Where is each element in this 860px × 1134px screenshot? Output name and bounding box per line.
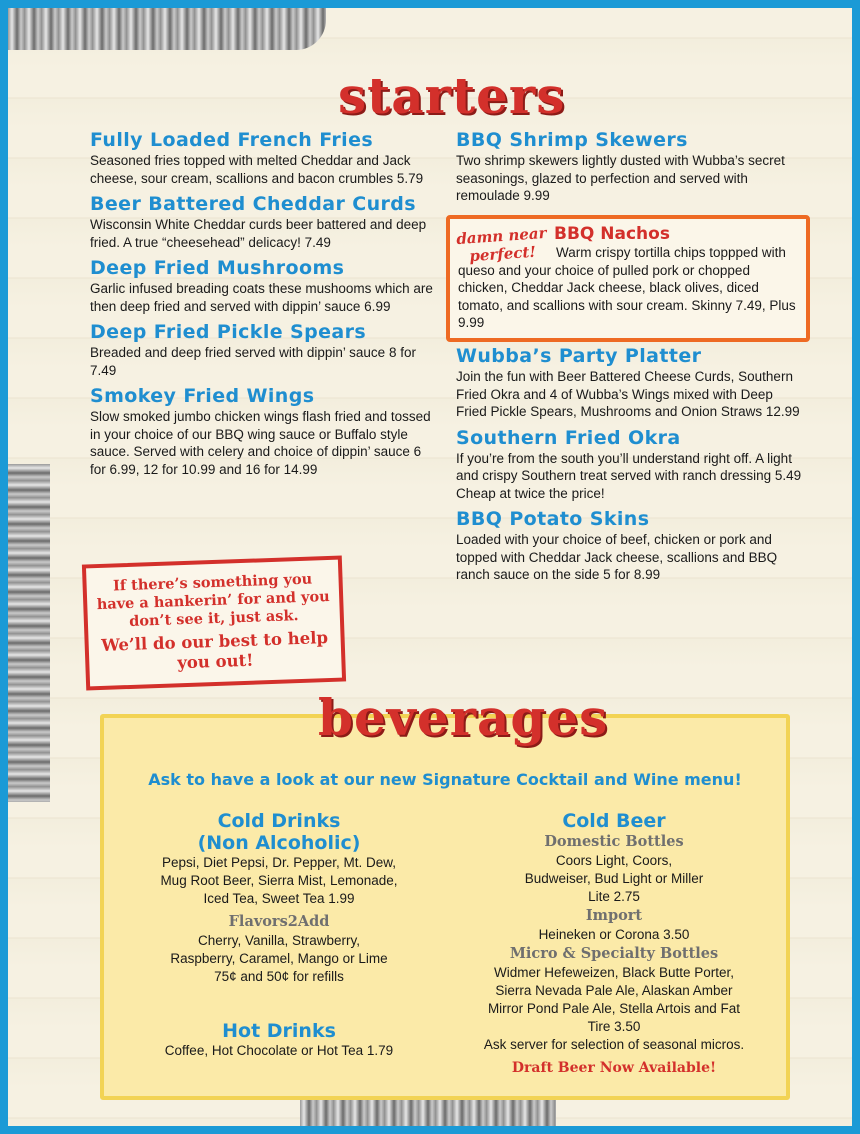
beverages-panel	[100, 714, 790, 1100]
tin-strip-left	[8, 464, 50, 802]
seasonal-note: Ask server for selection of seasonal micros.	[483, 1037, 745, 1052]
item-description: Two shrimp skewers lightly dusted with Wubba’s secret seasonings, glazed to perfection and served with remoulade 9.99	[456, 153, 785, 203]
starters-title: starters	[338, 66, 566, 125]
menu-page	[8, 8, 852, 1126]
cold-drinks-heading: Cold Drinks	[217, 810, 341, 832]
non-alcoholic-heading: (Non Alcoholic)	[197, 832, 361, 854]
cold-beer-heading: Cold Beer	[562, 810, 666, 832]
item-description: Join the fun with Beer Battered Cheese Curds, Southern Fried Okra and 4 of Wubba’s Wings mixed with Deep Fried Pickle Spears, Mushrooms and Onion Straws 12.99	[456, 369, 800, 419]
menu-item	[90, 384, 440, 478]
item-description: Wisconsin White Cheddar curds beer battered and deep fried. A true “cheesehead” delicacy! 7.49	[90, 217, 427, 250]
import-list: Heineken or Corona 3.50	[538, 927, 690, 942]
flavors-list: Cherry, Vanilla, Strawberry, Raspberry, Caramel, Mango or Lime 75¢ and 50¢ for refills	[170, 933, 388, 984]
item-description: Loaded with your choice of beef, chicken or pork and topped with Cheddar Jack cheese, scallions and BBQ ranch sauce on the side 5 for 8.99	[456, 532, 778, 582]
special-request-note	[82, 556, 346, 691]
menu-item	[456, 344, 806, 421]
hot-drinks-list: Coffee, Hot Chocolate or Hot Tea 1.79	[164, 1043, 394, 1058]
nachos-feature-box	[446, 215, 810, 342]
item-name: Deep Fried Mushrooms	[90, 257, 345, 279]
menu-item	[90, 192, 440, 251]
item-description: If you’re from the south you’ll understand right off. A light and crispy Southern treat served with ranch dressing 5.49 Cheap at twice the price!	[456, 450, 802, 501]
item-name: BBQ Shrimp Skewers	[456, 129, 688, 151]
item-description: Warm crispy tortilla chips toppped with queso and your choice of pulled pork or chopped chicken, Cheddar Jack cheese, black olives, diced tomato, and scallions with sour cream. Skinny 7.49, Plus 9.99	[458, 245, 796, 330]
item-description: Seasoned fries topped with melted Cheddar and Jack cheese, sour cream, scallions and bacon crumbles 5.79	[90, 153, 424, 186]
import-heading: Import	[585, 907, 643, 924]
menu-item	[90, 320, 440, 379]
item-name: Beer Battered Cheddar Curds	[90, 193, 416, 215]
menu-item	[456, 426, 806, 503]
cold-drinks-column	[144, 810, 414, 1060]
cocktail-menu-notice: Ask to have a look at our new Signature Cocktail and Wine menu!	[148, 770, 742, 789]
draft-beer-notice: Draft Beer Now Available!	[511, 1060, 717, 1076]
tin-strip-top-left	[8, 8, 326, 50]
note-emphasis: We’ll do our best to help you out!	[100, 628, 329, 673]
menu-item	[90, 256, 440, 315]
micro-list: Widmer Hefeweizen, Black Butte Porter, Sierra Nevada Pale Ale, Alaskan Amber Mirror Pond Pale Ale, Stella Artois and Fat Tire 3.50	[487, 965, 741, 1034]
cold-drinks-list: Pepsi, Diet Pepsi, Dr. Pepper, Mt. Dew, Mug Root Beer, Sierra Mist, Lemonade, Iced Tea, Sweet Tea 1.99	[160, 855, 398, 906]
micro-heading: Micro & Specialty Bottles	[509, 945, 719, 962]
starters-right-top	[456, 128, 806, 210]
hot-drinks-heading: Hot Drinks	[222, 1020, 336, 1042]
starters-left-column	[90, 128, 440, 483]
note-text: If there’s something you have a hankerin’ for and you don’t see it, just ask.	[96, 570, 330, 630]
item-name: Smokey Fried Wings	[90, 385, 315, 407]
cold-beer-column	[464, 810, 764, 1078]
item-name: Fully Loaded French Fries	[90, 129, 374, 151]
damn-near-perfect-tag: damn near perfect!	[455, 223, 548, 266]
item-name: Deep Fried Pickle Spears	[90, 321, 367, 343]
item-description: Slow smoked jumbo chicken wings flash fried and tossed in your choice of our BBQ wing sauce or Buffalo style sauce. Served with celery and choice of dippin’ sauce 6 for 6.99, 12 for 10.99 and 16 for 14.99	[90, 409, 431, 477]
item-description: Breaded and deep fried served with dippin’ sauce 8 for 7.49	[90, 345, 416, 378]
starters-right-column	[456, 344, 806, 589]
item-name: BBQ Potato Skins	[456, 508, 650, 530]
domestic-heading: Domestic Bottles	[544, 833, 684, 850]
item-name: Southern Fried Okra	[456, 426, 681, 449]
item-description: Garlic infused breading coats these mushooms which are then deep fried and served with dippin’ sauce 6.99	[90, 281, 433, 314]
flavors-heading: Flavors2Add	[228, 913, 330, 930]
item-name: BBQ Nachos	[554, 224, 670, 244]
domestic-list: Coors Light, Coors, Budweiser, Bud Light or Miller Lite 2.75	[524, 853, 704, 904]
menu-item	[90, 128, 440, 187]
beverages-title: beverages	[318, 688, 609, 747]
item-name: Wubba’s Party Platter	[456, 345, 702, 367]
menu-item	[456, 507, 806, 584]
